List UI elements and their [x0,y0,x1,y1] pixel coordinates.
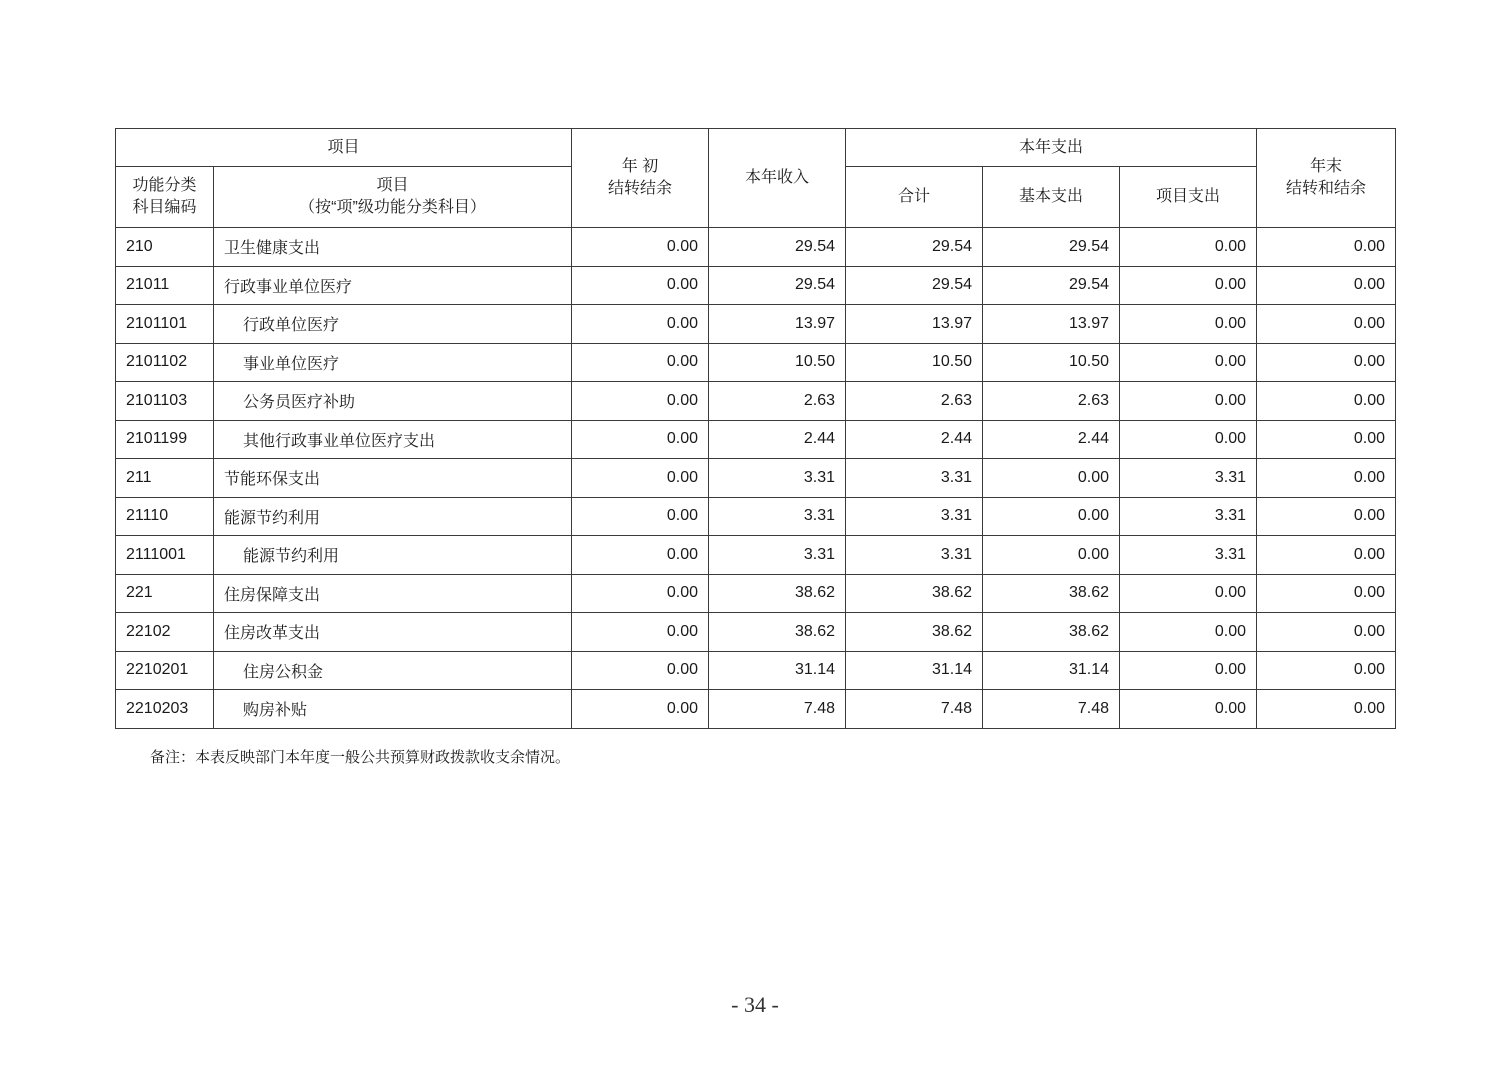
table-row [116,266,1396,305]
name-cell: 公务员医疗补助 [214,382,572,421]
beginning-balance-cell: 0.00 [572,382,709,421]
income-cell: 38.62 [709,574,846,613]
total-cell: 3.31 [846,497,983,536]
ending-balance-cell: 0.00 [1257,497,1396,536]
table-row [116,420,1396,459]
project-expenditure-cell: 0.00 [1120,574,1257,613]
basic-expenditure-cell: 29.54 [983,266,1120,305]
header-beginning-balance: 年 初 结转结余 [572,129,709,228]
project-expenditure-cell: 0.00 [1120,613,1257,652]
table-row [116,305,1396,344]
budget-expenditure-table [115,128,1396,729]
project-expenditure-cell: 3.31 [1120,459,1257,498]
name-cell: 住房保障支出 [214,574,572,613]
total-cell: 3.31 [846,536,983,575]
code-cell: 2210203 [116,690,214,729]
ending-balance-cell: 0.00 [1257,382,1396,421]
beginning-balance-cell: 0.00 [572,420,709,459]
income-cell: 2.63 [709,382,846,421]
income-cell: 29.54 [709,266,846,305]
code-cell: 211 [116,459,214,498]
basic-expenditure-cell: 0.00 [983,497,1120,536]
name-cell: 节能环保支出 [214,459,572,498]
table-row [116,536,1396,575]
code-cell: 21011 [116,266,214,305]
total-cell: 38.62 [846,613,983,652]
table-row [116,228,1396,267]
name-cell: 能源节约利用 [214,536,572,575]
table-row [116,382,1396,421]
table-row [116,613,1396,652]
name-cell: 卫生健康支出 [214,228,572,267]
total-cell: 29.54 [846,266,983,305]
total-cell: 29.54 [846,228,983,267]
ending-balance-cell: 0.00 [1257,613,1396,652]
beginning-balance-cell: 0.00 [572,343,709,382]
basic-expenditure-cell: 38.62 [983,613,1120,652]
total-cell: 10.50 [846,343,983,382]
beginning-balance-cell: 0.00 [572,497,709,536]
code-cell: 21110 [116,497,214,536]
basic-expenditure-cell: 0.00 [983,459,1120,498]
name-cell: 住房公积金 [214,651,572,690]
ending-balance-cell: 0.00 [1257,574,1396,613]
code-cell: 2101103 [116,382,214,421]
header-total: 合计 [846,167,983,228]
project-expenditure-cell: 0.00 [1120,305,1257,344]
code-cell: 221 [116,574,214,613]
beginning-balance-cell: 0.00 [572,613,709,652]
table-note: 备注：本表反映部门本年度一般公共预算财政拨款收支余情况。 [150,748,571,766]
income-cell: 38.62 [709,613,846,652]
total-cell: 2.44 [846,420,983,459]
basic-expenditure-cell: 2.63 [983,382,1120,421]
code-cell: 210 [116,228,214,267]
basic-expenditure-cell: 2.44 [983,420,1120,459]
code-cell: 2101199 [116,420,214,459]
name-cell: 其他行政事业单位医疗支出 [214,420,572,459]
name-cell: 事业单位医疗 [214,343,572,382]
project-expenditure-cell: 0.00 [1120,690,1257,729]
beginning-balance-cell: 0.00 [572,228,709,267]
code-cell: 2101101 [116,305,214,344]
name-cell: 行政单位医疗 [214,305,572,344]
income-cell: 13.97 [709,305,846,344]
project-expenditure-cell: 0.00 [1120,382,1257,421]
income-cell: 10.50 [709,343,846,382]
header-basic-expenditure: 基本支出 [983,167,1120,228]
income-cell: 3.31 [709,536,846,575]
income-cell: 7.48 [709,690,846,729]
basic-expenditure-cell: 7.48 [983,690,1120,729]
ending-balance-cell: 0.00 [1257,228,1396,267]
header-year-end-balance: 年末 结转和结余 [1257,129,1396,228]
total-cell: 13.97 [846,305,983,344]
total-cell: 38.62 [846,574,983,613]
header-current-income: 本年收入 [709,129,846,228]
code-cell: 2111001 [116,536,214,575]
total-cell: 2.63 [846,382,983,421]
beginning-balance-cell: 0.00 [572,305,709,344]
basic-expenditure-cell: 10.50 [983,343,1120,382]
table-row [116,690,1396,729]
ending-balance-cell: 0.00 [1257,343,1396,382]
beginning-balance-cell: 0.00 [572,266,709,305]
header-item-name: 项目 （按“项”级功能分类科目） [214,167,572,228]
income-cell: 31.14 [709,651,846,690]
header-current-expenditure: 本年支出 [846,129,1257,167]
basic-expenditure-cell: 31.14 [983,651,1120,690]
table-row [116,459,1396,498]
name-cell: 购房补贴 [214,690,572,729]
income-cell: 29.54 [709,228,846,267]
beginning-balance-cell: 0.00 [572,690,709,729]
table-row [116,651,1396,690]
project-expenditure-cell: 3.31 [1120,536,1257,575]
name-cell: 住房改革支出 [214,613,572,652]
project-expenditure-cell: 0.00 [1120,651,1257,690]
table-row [116,497,1396,536]
table-row [116,343,1396,382]
total-cell: 7.48 [846,690,983,729]
income-cell: 2.44 [709,420,846,459]
table-row [116,574,1396,613]
header-item-group: 项目 [116,129,572,167]
budget-table-container [115,128,1395,729]
ending-balance-cell: 0.00 [1257,420,1396,459]
table-body [116,228,1396,729]
basic-expenditure-cell: 29.54 [983,228,1120,267]
income-cell: 3.31 [709,459,846,498]
project-expenditure-cell: 3.31 [1120,497,1257,536]
code-cell: 22102 [116,613,214,652]
basic-expenditure-cell: 13.97 [983,305,1120,344]
name-cell: 行政事业单位医疗 [214,266,572,305]
ending-balance-cell: 0.00 [1257,305,1396,344]
name-cell: 能源节约利用 [214,497,572,536]
beginning-balance-cell: 0.00 [572,574,709,613]
code-cell: 2210201 [116,651,214,690]
header-project-expenditure: 项目支出 [1120,167,1257,228]
code-cell: 2101102 [116,343,214,382]
ending-balance-cell: 0.00 [1257,266,1396,305]
income-cell: 3.31 [709,497,846,536]
project-expenditure-cell: 0.00 [1120,266,1257,305]
page-number: - 34 - [731,992,779,1017]
beginning-balance-cell: 0.00 [572,459,709,498]
ending-balance-cell: 0.00 [1257,690,1396,729]
ending-balance-cell: 0.00 [1257,536,1396,575]
total-cell: 31.14 [846,651,983,690]
project-expenditure-cell: 0.00 [1120,343,1257,382]
basic-expenditure-cell: 38.62 [983,574,1120,613]
header-function-code: 功能分类 科目编码 [116,167,214,228]
project-expenditure-cell: 0.00 [1120,228,1257,267]
basic-expenditure-cell: 0.00 [983,536,1120,575]
ending-balance-cell: 0.00 [1257,651,1396,690]
project-expenditure-cell: 0.00 [1120,420,1257,459]
total-cell: 3.31 [846,459,983,498]
beginning-balance-cell: 0.00 [572,651,709,690]
ending-balance-cell: 0.00 [1257,459,1396,498]
beginning-balance-cell: 0.00 [572,536,709,575]
